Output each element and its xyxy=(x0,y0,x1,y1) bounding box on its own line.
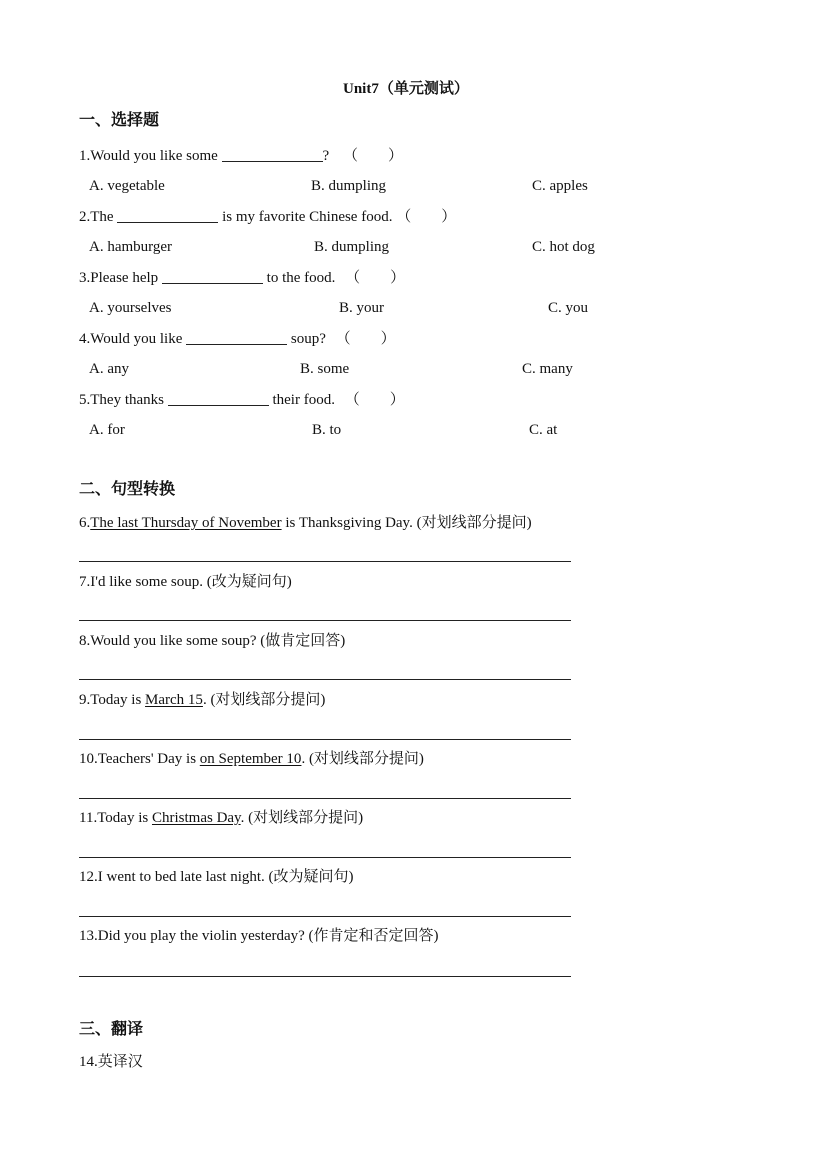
question-text: their food. xyxy=(268,392,335,408)
answer-parenthesis[interactable]: （ ） xyxy=(345,270,406,286)
answer-blank[interactable] xyxy=(186,330,287,345)
question-text: 1.Would you like some xyxy=(79,148,222,164)
question-text: 9.Today is xyxy=(79,692,146,708)
question-12 xyxy=(79,870,354,885)
question-text: 10.Teachers' Day is xyxy=(79,751,200,767)
question-7 xyxy=(79,575,292,590)
answer-line[interactable] xyxy=(79,561,571,562)
question-text: 4.Would you like xyxy=(79,331,187,347)
question-text: 11.Today is xyxy=(79,810,152,826)
answer-parenthesis[interactable]: （ ） xyxy=(335,331,396,347)
option-c[interactable]: C. at xyxy=(529,422,558,438)
underlined-phrase: on September 10 xyxy=(199,751,302,767)
question-2 xyxy=(79,208,456,225)
answer-line[interactable] xyxy=(79,916,571,917)
question-text: . xyxy=(202,692,207,708)
question-text: 8.Would you like some soup? xyxy=(79,633,257,649)
section-heading-translate: 三、翻译 xyxy=(79,1021,144,1038)
question-text: is my favorite Chinese food. xyxy=(218,209,393,225)
question-8 xyxy=(79,634,345,649)
option-b[interactable]: B. your xyxy=(339,300,384,316)
section-heading-transform: 二、句型转换 xyxy=(79,481,176,498)
question-text: . xyxy=(240,810,245,826)
option-c[interactable]: C. hot dog xyxy=(532,239,595,255)
question-text: 12.I went to bed late last night. xyxy=(79,869,265,885)
instruction-note: (对划线部分提问) xyxy=(416,515,532,531)
instruction-note: (改为疑问句) xyxy=(268,869,354,885)
instruction-note: (做肯定回答) xyxy=(260,633,346,649)
instruction-note: (改为疑问句) xyxy=(206,574,292,590)
option-a[interactable]: A. yourselves xyxy=(89,300,172,316)
question-text: is Thanksgiving Day. xyxy=(281,515,413,531)
question-text: 6. xyxy=(79,515,91,531)
underlined-phrase: The last Thursday of November xyxy=(90,515,282,531)
option-a[interactable]: A. any xyxy=(89,361,129,377)
question-5 xyxy=(79,391,405,408)
option-b[interactable]: B. to xyxy=(312,422,342,438)
question-text: ? xyxy=(322,148,330,164)
answer-line[interactable] xyxy=(79,857,571,858)
answer-line[interactable] xyxy=(79,620,571,621)
answer-parenthesis[interactable]: （ ） xyxy=(396,209,457,225)
option-b[interactable]: B. dumpling xyxy=(311,178,387,194)
answer-line[interactable] xyxy=(79,798,571,799)
question-1 xyxy=(79,147,403,164)
instruction-note: (对划线部分提问) xyxy=(248,810,364,826)
option-a[interactable]: A. vegetable xyxy=(89,178,165,194)
question-text: . xyxy=(301,751,306,767)
answer-line[interactable] xyxy=(79,976,571,977)
question-4 xyxy=(79,330,396,347)
option-c[interactable]: C. you xyxy=(548,300,589,316)
question-text: 2.The xyxy=(79,209,118,225)
answer-blank[interactable] xyxy=(117,208,218,223)
question-text: 7.I'd like some soup. xyxy=(79,574,203,590)
option-b[interactable]: B. dumpling xyxy=(314,239,390,255)
answer-line[interactable] xyxy=(79,679,571,680)
option-b[interactable]: B. some xyxy=(300,361,350,377)
question-text: 5.They thanks xyxy=(79,392,168,408)
underlined-phrase: March 15 xyxy=(145,692,203,708)
answer-parenthesis[interactable]: （ ） xyxy=(344,392,405,408)
question-13 xyxy=(79,929,439,944)
instruction-note: (对划线部分提问) xyxy=(210,692,326,708)
question-14: 14.英译汉 xyxy=(79,1054,143,1070)
question-11 xyxy=(79,811,363,826)
answer-parenthesis[interactable]: （ ） xyxy=(342,148,403,164)
page-title: Unit7（单元测试） xyxy=(343,81,469,97)
option-c[interactable]: C. many xyxy=(522,361,573,377)
option-a[interactable]: A. for xyxy=(89,422,125,438)
option-c[interactable]: C. apples xyxy=(532,178,588,194)
instruction-note: (作肯定和否定回答) xyxy=(308,928,439,944)
question-text: to the food. xyxy=(262,270,336,286)
instruction-note: (对划线部分提问) xyxy=(308,751,424,767)
answer-blank[interactable] xyxy=(162,269,263,284)
question-text: 3.Please help xyxy=(79,270,162,286)
question-9 xyxy=(79,693,325,708)
answer-blank[interactable] xyxy=(168,391,269,406)
option-a[interactable]: A. hamburger xyxy=(89,239,173,255)
question-3 xyxy=(79,269,405,286)
answer-line[interactable] xyxy=(79,739,571,740)
underlined-phrase: Christmas Day xyxy=(151,810,241,826)
question-10 xyxy=(79,752,424,767)
question-text: 13.Did you play the violin yesterday? xyxy=(79,928,305,944)
section-heading-choice: 一、选择题 xyxy=(79,112,160,129)
question-6 xyxy=(79,516,532,531)
answer-blank[interactable] xyxy=(222,147,323,162)
question-text: soup? xyxy=(287,331,326,347)
